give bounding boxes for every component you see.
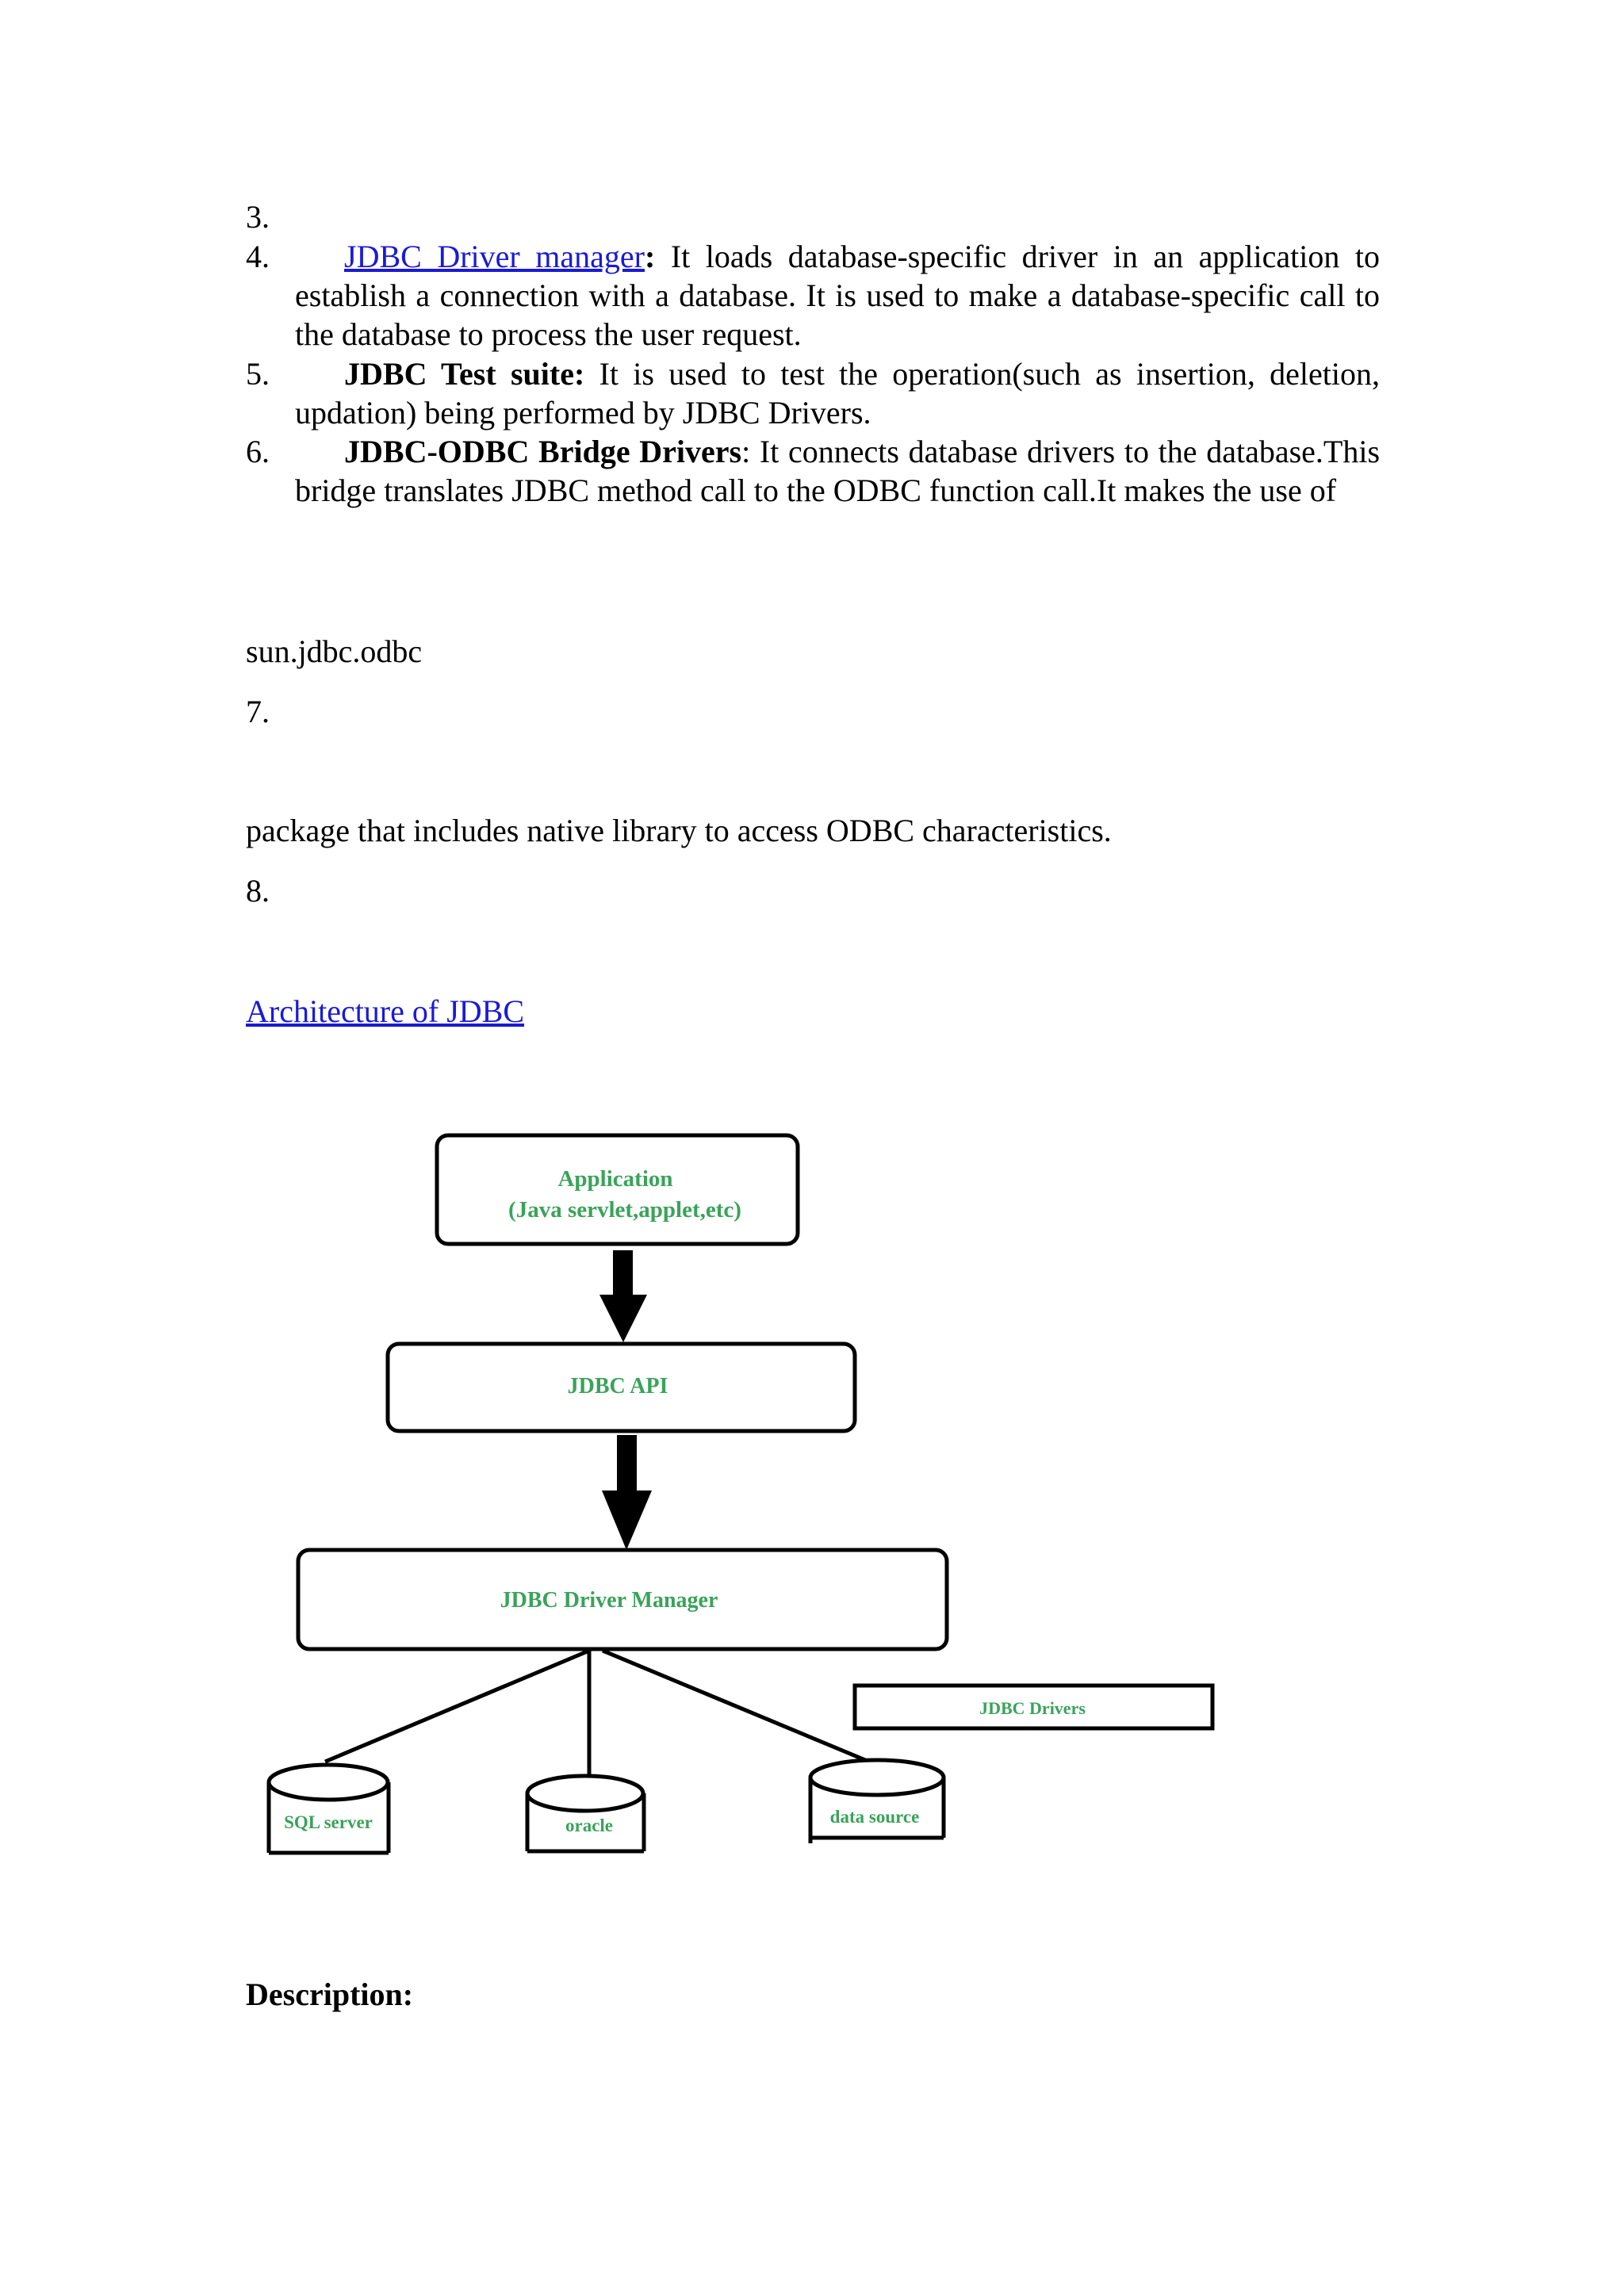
list-number-4: 4.: [246, 239, 270, 274]
list-number-8: 8.: [246, 873, 270, 909]
item5-text: It is used to test the operation(such as insertion, deletion, updation) being performed by JDBC Drivers.: [295, 356, 1380, 430]
item4-colon: :: [644, 239, 656, 274]
jdbc-driver-manager-link[interactable]: JDBC Driver manager: [344, 239, 645, 274]
package-description: package that includes native library to access ODBC characteristics.: [246, 813, 1112, 848]
data-source-label: data source: [829, 1807, 920, 1827]
item5-bold-label: JDBC Test suite:: [344, 356, 585, 392]
connector-sql: [325, 1651, 589, 1762]
list-number-7: 7.: [246, 694, 270, 729]
item4-text: It loads database-specific driver in an application to establish a connection with a database. It is used to make a database-specific call to the database to process the user request.: [295, 239, 1380, 352]
arrow-shaft-1: [613, 1250, 633, 1298]
list-number-5: 5.: [246, 356, 270, 392]
sun-package-name: sun.jdbc.odbc: [246, 633, 423, 669]
list-number-3: 3.: [246, 199, 270, 235]
sql-server-db-icon: [269, 1765, 389, 1853]
application-label: Application: [557, 1166, 673, 1192]
list-number-6: 6.: [246, 434, 270, 469]
oracle-db-icon: [527, 1776, 644, 1851]
sql-server-label: SQL server: [284, 1812, 373, 1832]
oracle-label: oracle: [565, 1816, 614, 1835]
item6-text: : It connects database drivers to the database.This bridge translates JDBC method call to the ODBC function call.It makes the use of: [295, 434, 1381, 508]
architecture-link[interactable]: Architecture of JDBC: [246, 993, 525, 1029]
connector-source: [603, 1651, 869, 1762]
driver-manager-label: JDBC Driver Manager: [500, 1588, 718, 1613]
item6-bold-label: JDBC-ODBC Bridge Drivers: [344, 434, 742, 469]
arrow-head-1: [599, 1295, 647, 1342]
arrow-shaft-2: [617, 1435, 637, 1494]
data-source-db-icon: [810, 1760, 944, 1843]
application-sublabel: (Java servlet,applet,etc): [508, 1197, 741, 1223]
arrow-head-2: [602, 1490, 652, 1550]
jdbc-drivers-label: JDBC Drivers: [979, 1698, 1086, 1718]
description-heading: Description:: [246, 1976, 414, 2012]
jdbc-api-label: JDBC API: [567, 1374, 668, 1399]
